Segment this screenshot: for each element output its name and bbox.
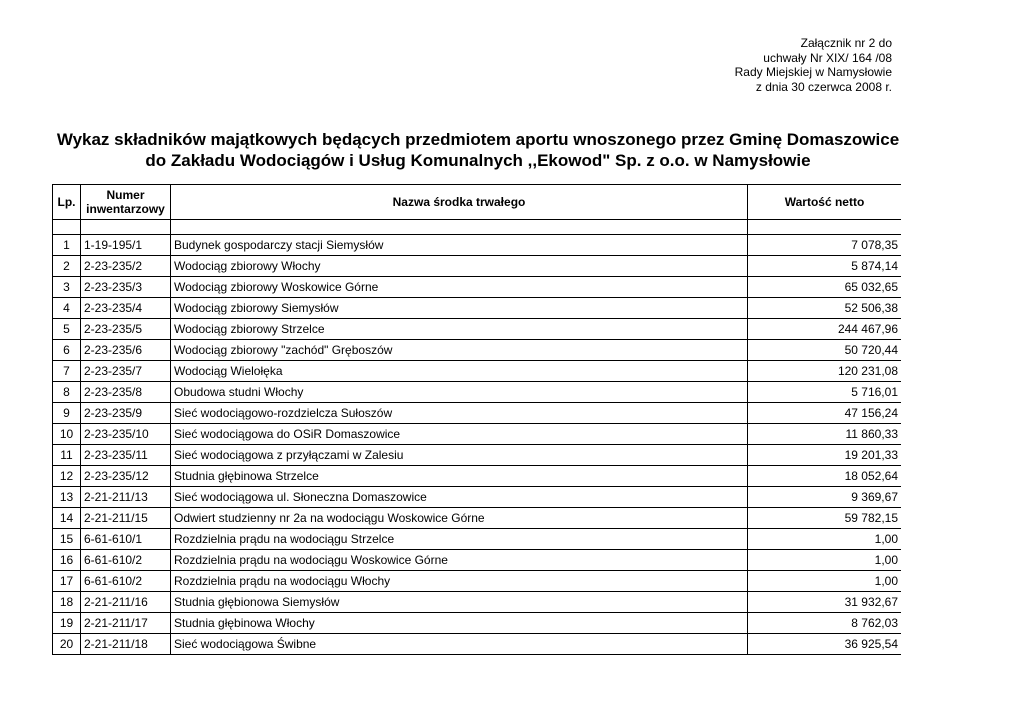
- row-lp-cell: 11: [53, 445, 81, 466]
- document-title: [0, 129, 956, 171]
- row-inventory-number-cell: 2-23-235/11: [81, 445, 171, 466]
- row-lp-cell: 15: [53, 529, 81, 550]
- attachment-line-1: Załącznik nr 2 do: [800, 36, 892, 50]
- title-line-2: do Zakładu Wodociągów i Usług Komunalnych ,,Ekowod" Sp. z o.o. w Namysłowie: [145, 151, 811, 170]
- row-lp-cell: 13: [53, 487, 81, 508]
- row-inventory-number-cell: 1-19-195/1: [81, 235, 171, 256]
- title-line-1: Wykaz składników majątkowych będących przedmiotem aportu wnoszonego przez Gminę Domaszowice: [56, 130, 900, 149]
- table-row: [53, 613, 902, 634]
- attachment-line-2: uchwały Nr XIX/ 164 /08: [763, 50, 892, 65]
- table-row: [53, 298, 902, 319]
- row-asset-name-cell: Rozdzielnia prądu na wodociągu Woskowice Górne: [171, 550, 748, 571]
- table-row: [53, 340, 902, 361]
- row-asset-name-cell: Wodociąg zbiorowy Strzelce: [171, 319, 748, 340]
- row-inventory-number-cell: 2-21-211/17: [81, 613, 171, 634]
- row-lp-cell: 2: [53, 256, 81, 277]
- table-row: [53, 550, 902, 571]
- header-lp: Lp.: [53, 185, 81, 220]
- row-lp-cell: 5: [53, 319, 81, 340]
- row-lp-cell: 18: [53, 592, 81, 613]
- row-net-value-cell: 11 860,33: [748, 424, 902, 445]
- attachment-line-4: z dnia 30 czerwca 2008 r.: [755, 79, 892, 94]
- row-asset-name-cell: Sieć wodociągowo-rozdzielcza Sułoszów: [171, 403, 748, 424]
- row-net-value-cell: 1,00: [748, 571, 902, 592]
- table-row: [53, 571, 902, 592]
- table-body: [53, 220, 902, 655]
- table-row: [53, 277, 902, 298]
- header-inventory-number-line-2: inwentarzowy: [86, 202, 165, 216]
- row-net-value-cell: 50 720,44: [748, 340, 902, 361]
- spacer-cell: [81, 220, 171, 235]
- row-lp-cell: 14: [53, 508, 81, 529]
- row-inventory-number-cell: 2-23-235/9: [81, 403, 171, 424]
- row-lp-cell: 8: [53, 382, 81, 403]
- table-row: [53, 256, 902, 277]
- row-inventory-number-cell: 2-23-235/7: [81, 361, 171, 382]
- row-net-value-cell: 8 762,03: [748, 613, 902, 634]
- table-row: [53, 424, 902, 445]
- row-inventory-number-cell: 2-21-211/13: [81, 487, 171, 508]
- assets-table-container: [52, 184, 901, 657]
- row-inventory-number-cell: 2-23-235/2: [81, 256, 171, 277]
- row-asset-name-cell: Wodociąg zbiorowy Siemysłów: [171, 298, 748, 319]
- row-net-value-cell: 7 078,35: [748, 235, 902, 256]
- header-net-value: Wartość netto: [748, 185, 902, 220]
- table-row: [53, 466, 902, 487]
- row-inventory-number-cell: 2-23-235/12: [81, 466, 171, 487]
- table-row: [53, 319, 902, 340]
- row-asset-name-cell: Sieć wodociągowa ul. Słoneczna Domaszowice: [171, 487, 748, 508]
- row-lp-cell: 9: [53, 403, 81, 424]
- table-row: [53, 382, 902, 403]
- row-asset-name-cell: Wodociąg Wielołęka: [171, 361, 748, 382]
- spacer-cell: [171, 220, 748, 235]
- table-row: [53, 529, 902, 550]
- row-net-value-cell: 5 874,14: [748, 256, 902, 277]
- table-row: [53, 487, 902, 508]
- row-net-value-cell: 65 032,65: [748, 277, 902, 298]
- row-asset-name-cell: Obudowa studni Włochy: [171, 382, 748, 403]
- header-inventory-number: [81, 185, 171, 220]
- row-net-value-cell: 52 506,38: [748, 298, 902, 319]
- header-inventory-number-line-1: Numer: [106, 188, 145, 202]
- row-lp-cell: 19: [53, 613, 81, 634]
- row-asset-name-cell: Budynek gospodarczy stacji Siemysłów: [171, 235, 748, 256]
- row-lp-cell: 6: [53, 340, 81, 361]
- row-net-value-cell: 244 467,96: [748, 319, 902, 340]
- row-asset-name-cell: Sieć wodociągowa do OSiR Domaszowice: [171, 424, 748, 445]
- row-net-value-cell: 9 369,67: [748, 487, 902, 508]
- attachment-note: [735, 36, 892, 94]
- attachment-line-3: Rady Miejskiej w Namysłowie: [734, 65, 892, 79]
- header-asset-name: Nazwa środka trwałego: [171, 185, 748, 220]
- row-lp-cell: 12: [53, 466, 81, 487]
- row-inventory-number-cell: 2-23-235/3: [81, 277, 171, 298]
- table-row: [53, 235, 902, 256]
- table-row: [53, 403, 902, 424]
- row-inventory-number-cell: 6-61-610/2: [81, 571, 171, 592]
- row-inventory-number-cell: 2-23-235/8: [81, 382, 171, 403]
- row-asset-name-cell: Rozdzielnia prądu na wodociągu Strzelce: [171, 529, 748, 550]
- row-net-value-cell: 19 201,33: [748, 445, 902, 466]
- row-inventory-number-cell: 6-61-610/2: [81, 550, 171, 571]
- row-asset-name-cell: Wodociąg zbiorowy Woskowice Górne: [171, 277, 748, 298]
- row-net-value-cell: 120 231,08: [748, 361, 902, 382]
- row-asset-name-cell: Odwiert studzienny nr 2a na wodociągu Woskowice Górne: [171, 508, 748, 529]
- row-lp-cell: 1: [53, 235, 81, 256]
- table-row: [53, 592, 902, 613]
- row-asset-name-cell: Studnia głębinowa Strzelce: [171, 466, 748, 487]
- row-asset-name-cell: Sieć wodociągowa z przyłączami w Zalesiu: [171, 445, 748, 466]
- row-lp-cell: 3: [53, 277, 81, 298]
- row-asset-name-cell: Studnia głębionowa Siemysłów: [171, 592, 748, 613]
- assets-table: [52, 184, 901, 655]
- row-net-value-cell: 5 716,01: [748, 382, 902, 403]
- table-row: [53, 634, 902, 655]
- row-inventory-number-cell: 2-21-211/15: [81, 508, 171, 529]
- row-net-value-cell: 36 925,54: [748, 634, 902, 655]
- row-lp-cell: 4: [53, 298, 81, 319]
- row-asset-name-cell: Studnia głębinowa Włochy: [171, 613, 748, 634]
- row-net-value-cell: 47 156,24: [748, 403, 902, 424]
- row-inventory-number-cell: 2-23-235/5: [81, 319, 171, 340]
- row-inventory-number-cell: 2-23-235/6: [81, 340, 171, 361]
- row-lp-cell: 16: [53, 550, 81, 571]
- header-spacer-row: [53, 220, 902, 235]
- table-row: [53, 445, 902, 466]
- row-lp-cell: 17: [53, 571, 81, 592]
- row-net-value-cell: 1,00: [748, 529, 902, 550]
- row-lp-cell: 20: [53, 634, 81, 655]
- row-inventory-number-cell: 2-21-211/18: [81, 634, 171, 655]
- row-asset-name-cell: Wodociąg zbiorowy "zachód" Gręboszów: [171, 340, 748, 361]
- row-inventory-number-cell: 2-21-211/16: [81, 592, 171, 613]
- row-lp-cell: 7: [53, 361, 81, 382]
- row-net-value-cell: 59 782,15: [748, 508, 902, 529]
- row-inventory-number-cell: 2-23-235/10: [81, 424, 171, 445]
- spacer-cell: [53, 220, 81, 235]
- row-inventory-number-cell: 6-61-610/1: [81, 529, 171, 550]
- table-row: [53, 508, 902, 529]
- row-asset-name-cell: Wodociąg zbiorowy Włochy: [171, 256, 748, 277]
- row-lp-cell: 10: [53, 424, 81, 445]
- spacer-cell: [748, 220, 902, 235]
- row-net-value-cell: 31 932,67: [748, 592, 902, 613]
- row-net-value-cell: 18 052,64: [748, 466, 902, 487]
- table-row: [53, 361, 902, 382]
- row-asset-name-cell: Rozdzielnia prądu na wodociągu Włochy: [171, 571, 748, 592]
- row-asset-name-cell: Sieć wodociągowa Świbne: [171, 634, 748, 655]
- table-header-row: [53, 185, 902, 220]
- row-inventory-number-cell: 2-23-235/4: [81, 298, 171, 319]
- row-net-value-cell: 1,00: [748, 550, 902, 571]
